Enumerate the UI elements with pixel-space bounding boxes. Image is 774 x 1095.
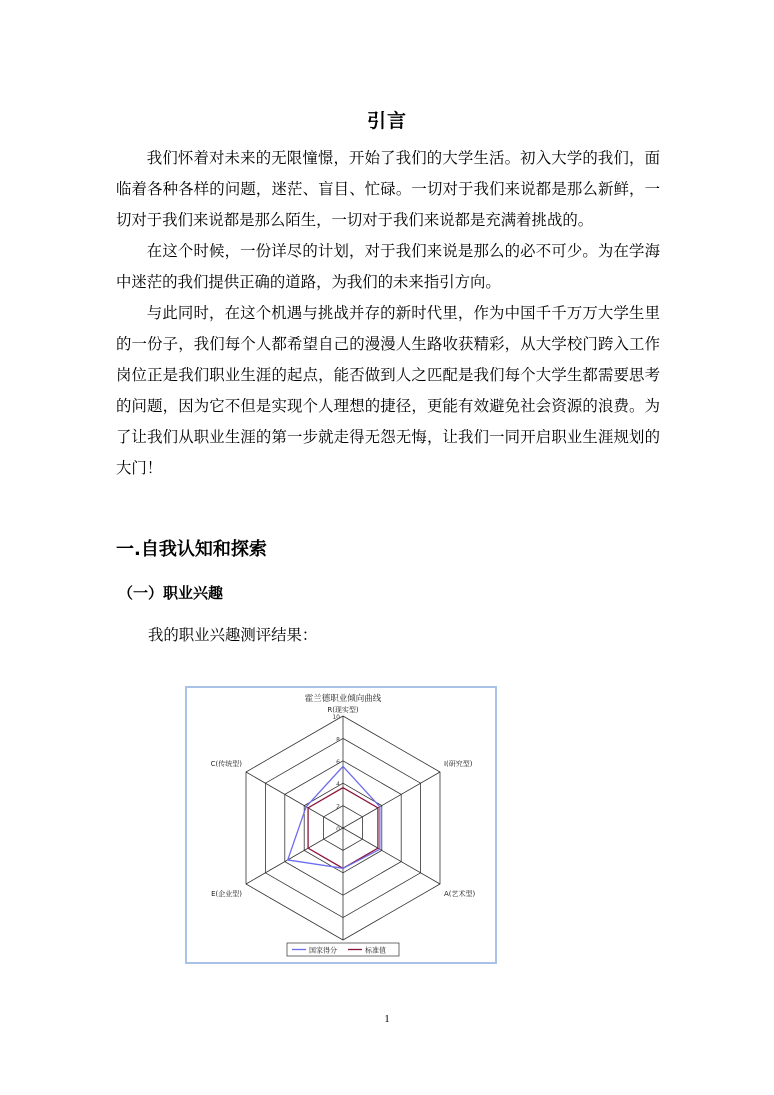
section-heading: 一.自我认知和探索 — [116, 539, 267, 560]
tick-label-4: 4 — [336, 781, 340, 789]
intro-paragraph-1: 我们怀着对未来的无限憧憬，开始了我们的大学生活。初入大学的我们，面临着各种各样的问题，迷茫、盲目、忙碌。一切对于我们来说都是那么新鲜，一切对于我们来说都是那么陌生，一切对于我们来说都是充满着挑战的。 — [116, 149, 660, 229]
series-line-0 — [288, 766, 380, 868]
radar-chart-svg — [187, 688, 495, 962]
tick-label-10: 10 — [332, 714, 340, 721]
axis-spoke-1 — [343, 772, 440, 828]
axis-label-1: I(研究型) — [443, 760, 473, 768]
axis-spoke-2 — [343, 828, 440, 884]
tick-label-2: 2 — [336, 803, 340, 811]
tick-label-8: 8 — [336, 736, 340, 744]
radar-series — [288, 766, 380, 868]
intro-paragraph-3: 与此同时，在这个机遇与挑战并存的新时代里，作为中国千千万万大学生里的一份子，我们每个人都希望自己的漫漫人生路收获精彩，从大学校门跨入工作岗位正是我们职业生涯的起点，能否做到人之匹配是我们每个大学生都需要思考的问题，因为它不但是实现个人理想的捷径，更能有效避免社会资源的浪费。为了让我们从职业生涯的第一步就走得无怨无悔，让我们一同开启职业生涯规划的大门！ — [116, 304, 660, 477]
axis-label-5: C(传统型) — [210, 760, 243, 768]
tick-label-6: 6 — [336, 758, 340, 766]
subsection-heading: （一）职业兴趣 — [118, 584, 224, 602]
legend-label-0: 国家得分 — [309, 946, 337, 955]
chart-title: 霍兰德职业倾向曲线 — [304, 694, 382, 704]
tick-label-0: 0 — [336, 826, 340, 833]
holland-radar-chart — [185, 686, 497, 964]
axis-label-2: A(艺术型) — [443, 890, 476, 898]
legend-label-1: 标准值 — [365, 946, 386, 955]
chart-legend — [287, 943, 399, 956]
intro-paragraph-2: 在这个时候，一份详尽的计划，对于我们来说是那么的必不可少。为在学海中迷茫的我们提供正确的道路，为我们的未来指引方向。 — [116, 242, 660, 291]
page-number: 1 — [384, 1013, 390, 1025]
axis-label-4: E(企业型) — [211, 890, 243, 898]
axis-spoke-4 — [246, 828, 343, 884]
page-title: 引言 — [366, 110, 407, 132]
axis-spoke-5 — [246, 772, 343, 828]
result-intro-text: 我的职业兴趣测评结果： — [148, 626, 318, 644]
axis-label-0: R(现实型) — [327, 706, 359, 714]
radar-grid — [246, 716, 440, 940]
